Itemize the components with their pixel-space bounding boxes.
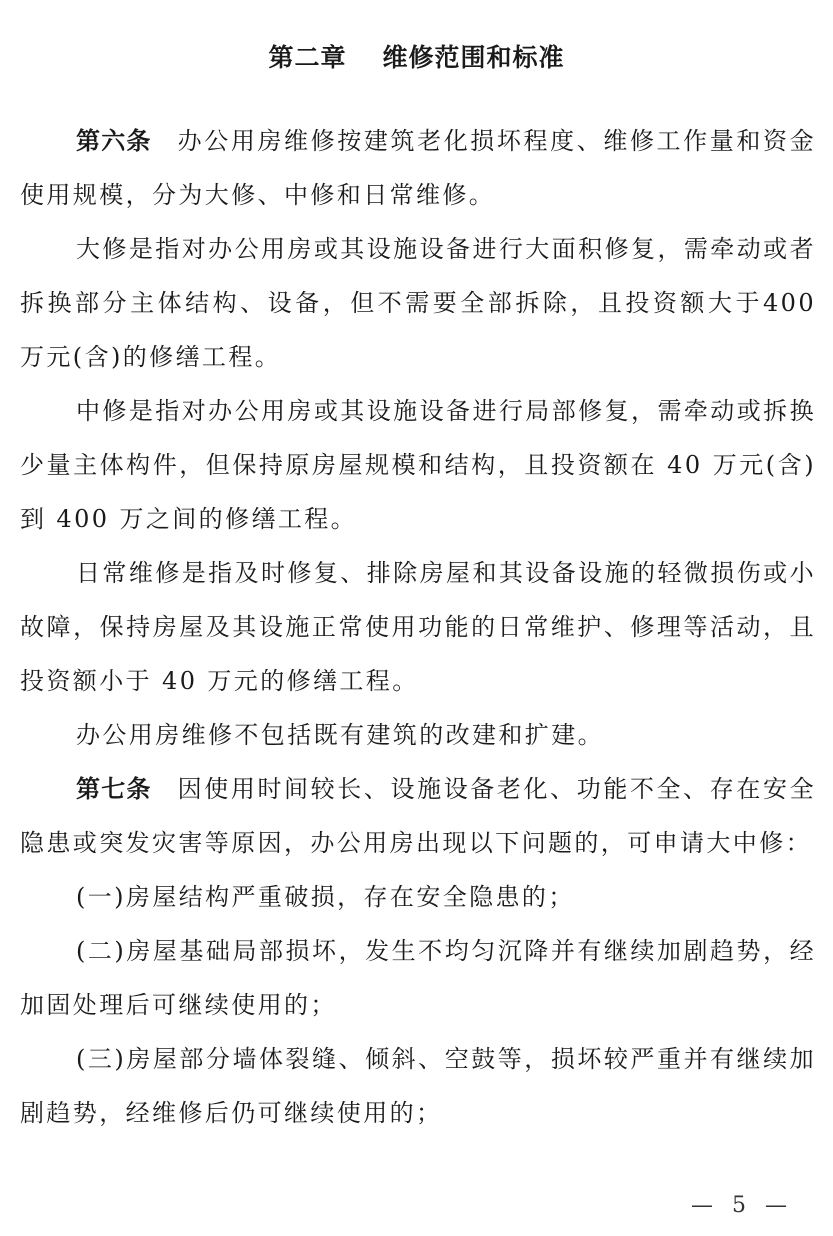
paragraph-exclusion [20,708,816,762]
paragraph-medium-repair [20,384,816,546]
body-text [20,114,816,1140]
paragraph-text: 因使用时间较长、设施设备老化、功能不全、存在安全隐患或突发灾害等原因，办公用房出现以下问题的，可申请大中修： [20,775,816,857]
paragraph-text: 办公用房维修不包括既有建筑的改建和扩建。 [76,721,604,749]
paragraph-text: 办公用房维修按建筑老化损坏程度、维修工作量和资金使用规模，分为大修、中修和日常维修。 [20,127,816,209]
paragraph-text: (二)房屋基础局部损坏，发生不均匀沉降并有继续加剧趋势，经加固处理后可继续使用的； [20,937,816,1019]
chapter-title-text: 维修范围和标准 [382,43,565,72]
paragraph-daily-repair [20,546,816,708]
list-item-1 [20,870,816,924]
paragraph-text: (一)房屋结构严重破损，存在安全隐患的； [76,883,575,911]
page-number: — 5 — [691,1193,793,1218]
chapter-number: 第二章 [268,43,347,72]
paragraph-text: 大修是指对办公用房或其设施设备进行大面积修复，需牵动或者拆换部分主体结构、设备，但不需要全部拆除，且投资额大于400 万元(含)的修缮工程。 [20,235,816,371]
paragraph-major-repair [20,222,816,384]
paragraph-article-6 [20,114,816,222]
paragraph-article-7 [20,762,816,870]
list-item-3 [20,1032,816,1140]
article-label: 第七条 [76,775,152,803]
chapter-heading [0,40,833,76]
article-label: 第六条 [76,127,152,155]
paragraph-text: 中修是指对办公用房或其设施设备进行局部修复，需牵动或拆换少量主体构件，但保持原房屋规模和结构，且投资额在 40 万元(含)到 400 万之间的修缮工程。 [20,397,816,533]
paragraph-text: (三)房屋部分墙体裂缝、倾斜、空鼓等，损坏较严重并有继续加剧趋势，经维修后仍可继续使用的； [20,1045,816,1127]
list-item-2 [20,924,816,1032]
paragraph-text: 日常维修是指及时修复、排除房屋和其设备设施的轻微损伤或小故障，保持房屋及其设施正常使用功能的日常维护、修理等活动，且投资额小于 40 万元的修缮工程。 [20,559,816,695]
